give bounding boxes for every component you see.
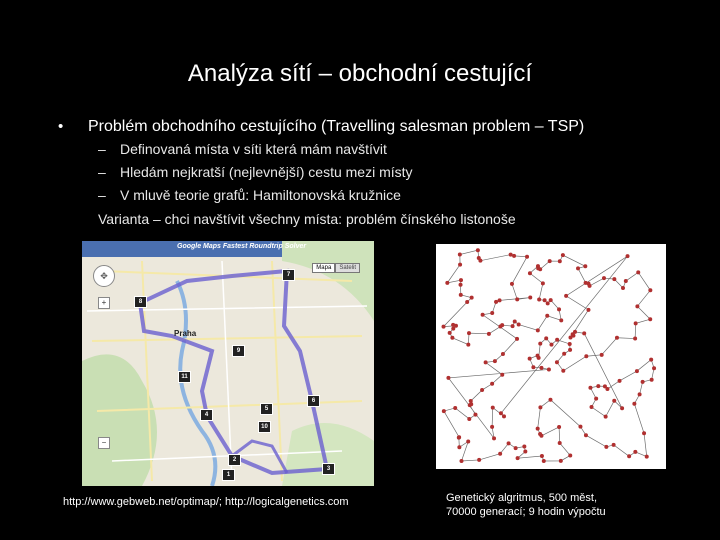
- tsp-city-node: [604, 415, 608, 419]
- tsp-city-node: [650, 378, 654, 382]
- tsp-city-node: [453, 406, 457, 410]
- tsp-city-node: [555, 338, 559, 342]
- sub-item-1-text: Definovaná místa v síti která mám navštívit: [120, 141, 387, 157]
- tsp-city-node: [541, 281, 545, 285]
- tsp-city-node: [546, 301, 550, 305]
- tsp-city-node: [602, 276, 606, 280]
- tsp-city-node: [537, 298, 541, 302]
- tsp-city-node: [559, 318, 563, 322]
- tsp-city-node: [498, 452, 502, 456]
- tsp-city-node: [512, 254, 516, 258]
- route-marker-3[interactable]: 3: [322, 463, 335, 475]
- map-header: Google Maps Fastest Roundtrip Solver: [177, 243, 307, 250]
- satellite-button[interactable]: Satelit: [335, 263, 360, 273]
- tsp-city-node: [522, 444, 526, 448]
- tsp-city-node: [494, 300, 498, 304]
- tsp-city-node: [459, 293, 463, 297]
- tsp-city-node: [562, 352, 566, 356]
- variant-text: Varianta – chci navštívit všechny místa: problém čínského listonoše: [98, 211, 516, 227]
- tsp-city-node: [549, 298, 553, 302]
- tsp-city-node: [578, 425, 582, 429]
- tsp-city-node: [515, 297, 519, 301]
- tsp-city-node: [633, 450, 637, 454]
- tsp-city-node: [467, 417, 471, 421]
- tsp-city-node: [548, 259, 552, 263]
- tsp-city-node: [624, 279, 628, 283]
- sub-item-1: [98, 141, 387, 157]
- tsp-city-node: [500, 323, 504, 327]
- tsp-city-node: [473, 413, 477, 417]
- tsp-city-node: [470, 296, 474, 300]
- map-image: [82, 241, 374, 486]
- tsp-city-node: [442, 325, 446, 329]
- tsp-city-node: [538, 405, 542, 409]
- tsp-city-node: [517, 323, 521, 327]
- tsp-city-node: [632, 402, 636, 406]
- tsp-city-node: [594, 397, 598, 401]
- tsp-city-node: [557, 425, 561, 429]
- tsp-city-node: [515, 337, 519, 341]
- tsp-city-node: [492, 436, 496, 440]
- tsp-city-node: [480, 388, 484, 392]
- tsp-city-node: [618, 379, 622, 383]
- tsp-city-node: [451, 323, 455, 327]
- tsp-city-node: [507, 441, 511, 445]
- tsp-city-node: [583, 264, 587, 268]
- sub-item-2-text: Hledám nejkratší (nejlevnější) cestu mezi místy: [120, 164, 413, 180]
- tsp-city-node: [446, 376, 450, 380]
- tsp-network-graphic: [436, 244, 666, 469]
- tsp-city-node: [466, 343, 470, 347]
- tsp-city-node: [600, 353, 604, 357]
- tsp-city-node: [547, 367, 551, 371]
- tsp-city-node: [516, 456, 520, 460]
- tsp-city-node: [582, 331, 586, 335]
- tsp-city-node: [476, 248, 480, 252]
- tsp-city-node: [584, 354, 588, 358]
- genetic-algorithm-caption: [446, 491, 646, 519]
- map-type-switch[interactable]: [312, 263, 360, 273]
- route-marker-4[interactable]: 4: [200, 409, 213, 421]
- tsp-city-node: [510, 282, 514, 286]
- tsp-city-node: [490, 425, 494, 429]
- tsp-city-node: [615, 336, 619, 340]
- tsp-city-node: [467, 331, 471, 335]
- route-marker-1[interactable]: 1: [222, 469, 235, 481]
- tsp-city-node: [626, 254, 630, 258]
- tsp-city-node: [477, 458, 481, 462]
- tsp-city-node: [451, 327, 455, 331]
- sub-item-2: [98, 164, 413, 180]
- tsp-city-node: [490, 382, 494, 386]
- tsp-city-node: [568, 453, 572, 457]
- city-label: Praha: [174, 329, 197, 338]
- tsp-city-node: [457, 436, 461, 440]
- tsp-city-node: [499, 411, 503, 415]
- tsp-city-node: [584, 433, 588, 437]
- caption-line-2: 70000 generací; 9 hodin výpočtu: [446, 506, 606, 518]
- tsp-city-node: [642, 431, 646, 435]
- tsp-city-node: [543, 298, 547, 302]
- tsp-city-node: [538, 432, 542, 436]
- pan-control-icon[interactable]: ✥: [93, 265, 115, 287]
- slide-title: Analýza sítí – obchodní cestující: [187, 60, 533, 87]
- tsp-city-node: [502, 414, 506, 418]
- tsp-city-node: [596, 384, 600, 388]
- route-marker-11[interactable]: 11: [178, 371, 191, 383]
- tsp-city-node: [459, 278, 463, 282]
- tsp-city-node: [561, 253, 565, 257]
- tsp-city-node: [469, 399, 473, 403]
- route-marker-6[interactable]: 6: [307, 395, 320, 407]
- tsp-city-node: [636, 270, 640, 274]
- tsp-city-node: [648, 288, 652, 292]
- tsp-city-node: [484, 360, 488, 364]
- tsp-city-node: [539, 366, 543, 370]
- route-marker-9[interactable]: 9: [232, 345, 245, 357]
- tsp-city-node: [641, 380, 645, 384]
- tsp-city-node: [459, 459, 463, 463]
- tsp-city-node: [557, 307, 561, 311]
- tsp-city-node: [491, 406, 495, 410]
- bullet-main-text: Problém obchodního cestujícího (Travelling salesman problem – TSP): [88, 118, 585, 135]
- tsp-city-node: [638, 392, 642, 396]
- route-marker-10[interactable]: 10: [258, 421, 271, 433]
- dash-3: –: [98, 187, 106, 203]
- tsp-city-node: [558, 259, 562, 263]
- tsp-city-node: [603, 384, 607, 388]
- tsp-city-node: [635, 304, 639, 308]
- tsp-city-node: [458, 263, 462, 267]
- tsp-city-node: [590, 405, 594, 409]
- tsp-city-node: [445, 281, 449, 285]
- tsp-city-node: [490, 311, 494, 315]
- tsp-city-node: [477, 256, 481, 260]
- tsp-city-node: [501, 352, 505, 356]
- dash-1: –: [98, 141, 106, 157]
- tsp-city-node: [652, 366, 656, 370]
- route-marker-2[interactable]: 2: [228, 454, 241, 466]
- tsp-city-node: [528, 357, 532, 361]
- tsp-city-node: [528, 271, 532, 275]
- tsp-city-node: [536, 354, 540, 358]
- tsp-city-node: [568, 342, 572, 346]
- tsp-city-node: [536, 427, 540, 431]
- tsp-city-node: [573, 330, 577, 334]
- tsp-city-node: [612, 399, 616, 403]
- map-button[interactable]: Mapa: [312, 263, 335, 273]
- tsp-city-node: [559, 459, 563, 463]
- tsp-city-node: [458, 252, 462, 256]
- tsp-city-node: [621, 286, 625, 290]
- tsp-city-node: [450, 336, 454, 340]
- route-marker-7[interactable]: 7: [282, 269, 295, 281]
- tsp-city-node: [536, 266, 540, 270]
- tsp-city-node: [523, 449, 527, 453]
- tsp-city-node: [564, 294, 568, 298]
- tsp-city-node: [540, 454, 544, 458]
- sub-item-3-text: V mluvě teorie grafů: Hamiltonovská kružnice: [120, 187, 401, 203]
- dash-2: –: [98, 164, 106, 180]
- tsp-city-node: [511, 324, 515, 328]
- tsp-city-node: [465, 300, 469, 304]
- source-links-caption: http://www.gebweb.net/optimap/; http://logicalgenetics.com: [63, 496, 349, 508]
- tsp-city-node: [498, 298, 502, 302]
- tsp-city-node: [555, 360, 559, 364]
- tsp-city-node: [542, 459, 546, 463]
- tsp-city-node: [648, 317, 652, 321]
- tsp-city-node: [459, 283, 463, 287]
- tsp-city-node: [531, 365, 535, 369]
- tsp-city-node: [448, 331, 452, 335]
- tsp-tour-path: [444, 250, 655, 461]
- tsp-city-node: [528, 296, 532, 300]
- map-background: [82, 241, 374, 486]
- route-marker-8[interactable]: 8: [134, 296, 147, 308]
- tsp-city-node: [493, 359, 497, 363]
- zoom-in-button[interactable]: +: [98, 297, 110, 309]
- tsp-city-node: [509, 253, 513, 257]
- tsp-city-node: [649, 358, 653, 362]
- tsp-city-node: [633, 337, 637, 341]
- tsp-city-node: [612, 443, 616, 447]
- tsp-city-node: [604, 445, 608, 449]
- tsp-city-node: [558, 441, 562, 445]
- tsp-city-node: [536, 328, 540, 332]
- tsp-city-node: [576, 266, 580, 270]
- bullet-marker: •: [58, 118, 64, 135]
- tsp-city-node: [612, 277, 616, 281]
- tsp-city-node: [586, 308, 590, 312]
- tsp-city-node: [584, 281, 588, 285]
- caption-line-1: Genetický algritmus, 500 měst,: [446, 492, 598, 504]
- tsp-city-node: [513, 319, 517, 323]
- tsp-city-node: [645, 455, 649, 459]
- tsp-city-node: [500, 373, 504, 377]
- tsp-city-node: [538, 342, 542, 346]
- tsp-city-node: [514, 446, 518, 450]
- tsp-city-node: [457, 445, 461, 449]
- tsp-city-node: [487, 332, 491, 336]
- tsp-city-node: [588, 386, 592, 390]
- tsp-city-node: [549, 343, 553, 347]
- tsp-city-node: [588, 284, 592, 288]
- tsp-city-node: [634, 321, 638, 325]
- tsp-network-image: [436, 244, 666, 469]
- tsp-city-node: [466, 439, 470, 443]
- tsp-city-node: [525, 255, 529, 259]
- tsp-city-node: [481, 313, 485, 317]
- tsp-city-node: [635, 369, 639, 373]
- zoom-out-button[interactable]: −: [98, 437, 110, 449]
- tsp-city-node: [545, 314, 549, 318]
- tsp-city-node: [627, 454, 631, 458]
- tsp-city-node: [544, 336, 548, 340]
- tsp-city-node: [561, 369, 565, 373]
- tsp-city-node: [620, 406, 624, 410]
- sub-item-3: [98, 187, 401, 203]
- tsp-city-node: [548, 398, 552, 402]
- tsp-city-node: [442, 409, 446, 413]
- tsp-city-node: [568, 348, 572, 352]
- route-marker-5[interactable]: 5: [260, 403, 273, 415]
